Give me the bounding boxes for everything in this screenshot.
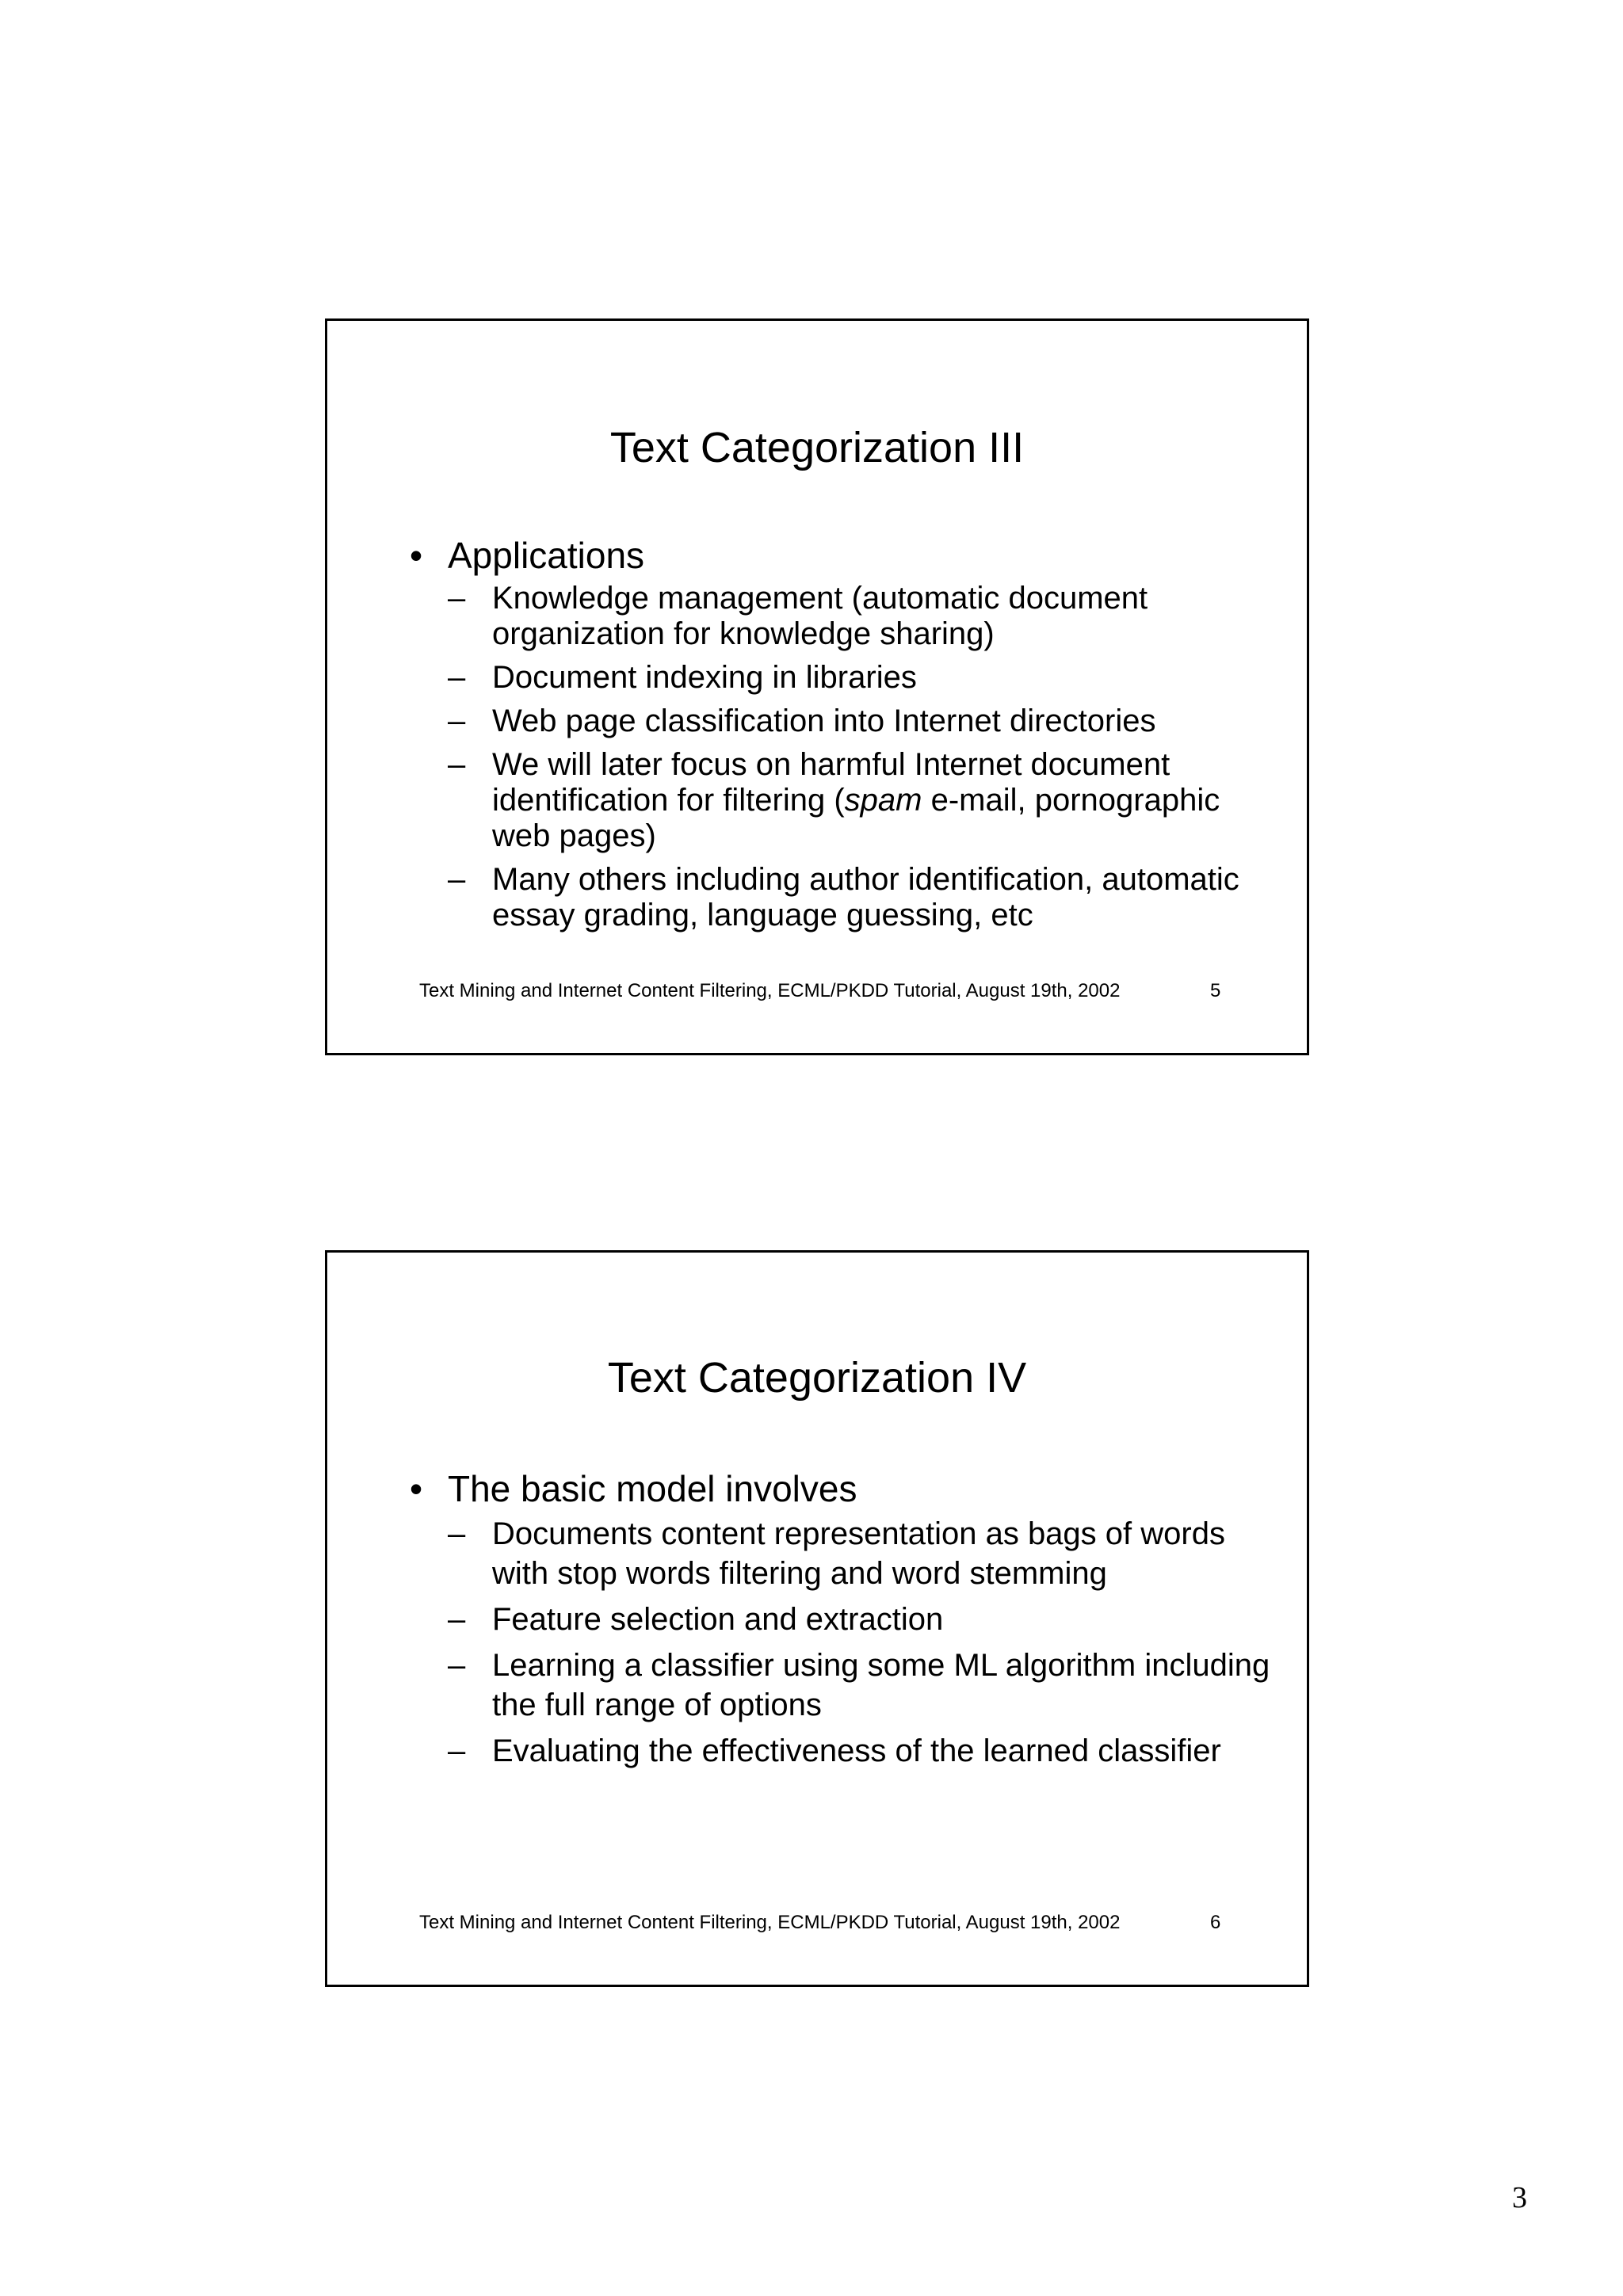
sub-item-text: Knowledge management (automatic document organization for knowledge sharing)	[492, 581, 1148, 651]
sub-list	[448, 1514, 1275, 1771]
sub-item-text: Feature selection and extraction	[492, 1602, 944, 1637]
sub-item	[448, 1646, 1275, 1725]
sub-item	[448, 747, 1275, 854]
page-number: 3	[1512, 2181, 1527, 2214]
slide-number: 5	[1210, 980, 1221, 1001]
slide-footer: Text Mining and Internet Content Filtering, ECML/PKDD Tutorial, August 19th, 2002	[419, 1912, 1121, 1933]
sub-item-text: Many others including author identification, automatic essay grading, language guessing, etc	[492, 862, 1239, 933]
sub-item-text: Evaluating the effectiveness of the learned classifier	[492, 1733, 1221, 1768]
dash-icon: –	[448, 1602, 466, 1637]
bullet-text: The basic model involves	[448, 1468, 857, 1509]
sub-item	[448, 1731, 1275, 1771]
sub-item-text: Document indexing in libraries	[492, 660, 917, 695]
sub-item	[448, 660, 1275, 696]
bullet-icon: •	[410, 1468, 423, 1509]
sub-item-text-end: e-mail, pornographic web pages)	[492, 783, 1220, 853]
sub-item-text: Web page classification into Internet directories	[492, 704, 1156, 738]
sub-item-text: Documents content representation as bags of words with stop words filtering and word stemming	[492, 1516, 1225, 1591]
sub-list	[448, 581, 1275, 933]
slide-number: 6	[1210, 1912, 1221, 1933]
dash-icon: –	[448, 1733, 466, 1768]
sub-item	[448, 1600, 1275, 1639]
sub-item-text: Learning a classifier using some ML algorithm including the full range of options	[492, 1648, 1270, 1722]
sub-item	[448, 862, 1275, 933]
bullet-item	[410, 1466, 1275, 1771]
dash-icon: –	[448, 704, 466, 738]
bullet-list	[410, 533, 1275, 941]
bullet-text: Applications	[448, 535, 645, 576]
dash-icon: –	[448, 862, 466, 897]
dash-icon: –	[448, 581, 466, 616]
bullet-list	[410, 1466, 1275, 1777]
bullet-item	[410, 533, 1275, 933]
slide-title: Text Categorization III	[609, 424, 1025, 471]
dash-icon: –	[448, 1516, 466, 1551]
dash-icon: –	[448, 1648, 466, 1683]
sub-item	[448, 581, 1275, 652]
slide-6	[325, 1250, 1309, 1987]
slide-title: Text Categorization IV	[607, 1354, 1027, 1402]
sub-item-text-start: We will later focus on harmful Internet document identification for filtering (	[492, 747, 1170, 818]
slide-footer: Text Mining and Internet Content Filtering, ECML/PKDD Tutorial, August 19th, 2002	[419, 980, 1121, 1001]
dash-icon: –	[448, 660, 466, 695]
bullet-icon: •	[410, 535, 423, 576]
slide-5	[325, 318, 1309, 1055]
sub-item	[448, 1514, 1275, 1593]
sub-item	[448, 704, 1275, 739]
sub-item-emphasis: spam	[844, 783, 922, 818]
dash-icon: –	[448, 747, 466, 782]
